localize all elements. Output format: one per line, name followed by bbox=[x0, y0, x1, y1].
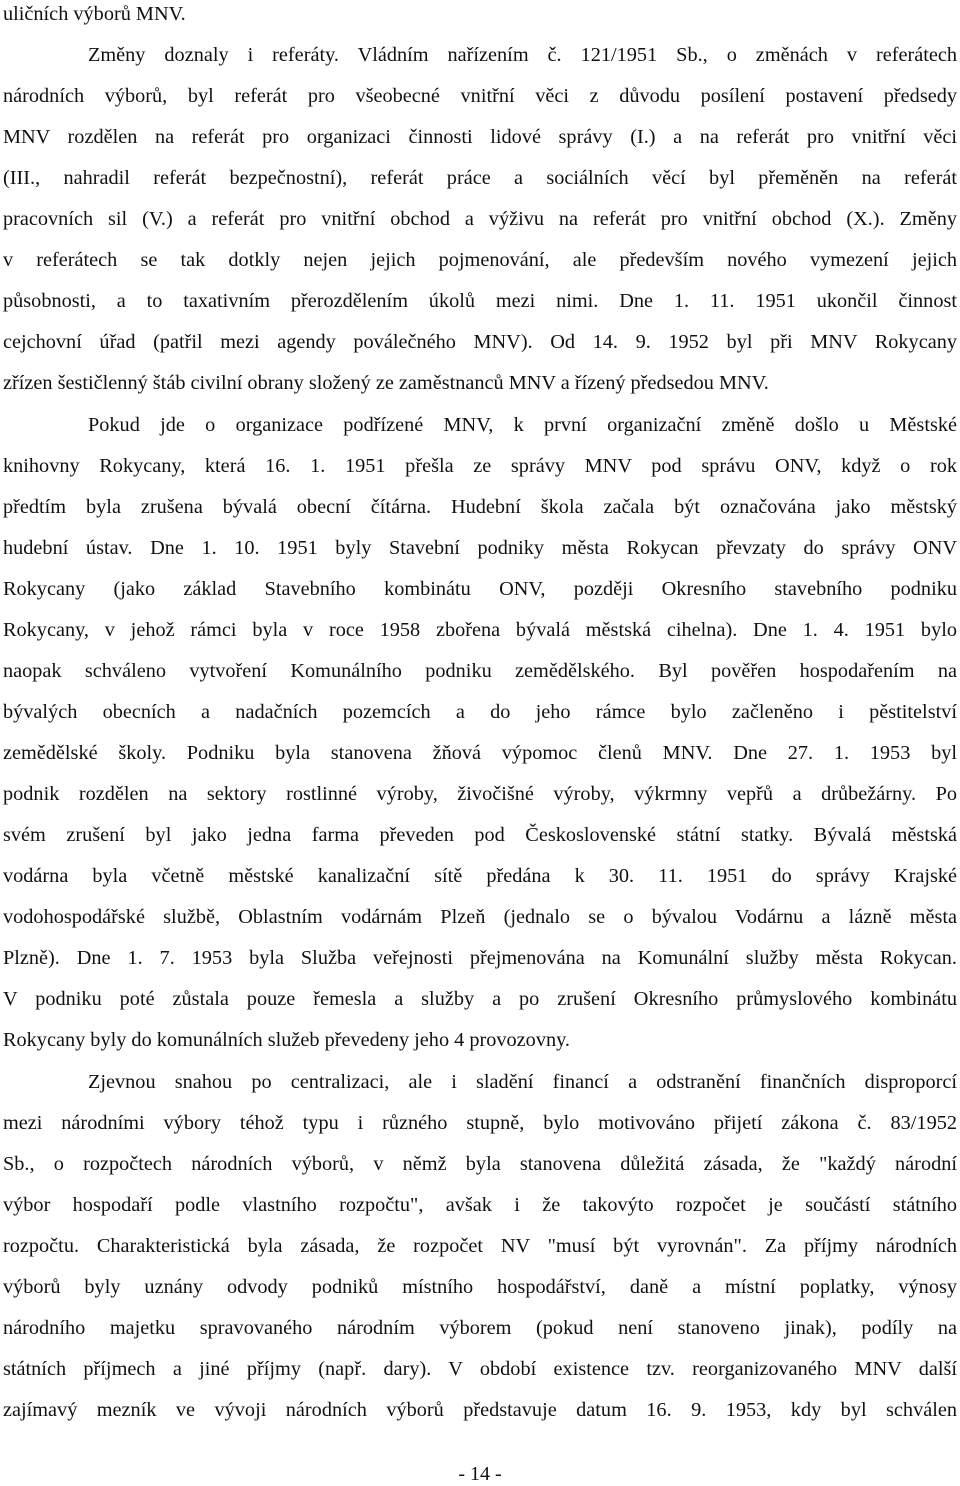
text-line: Rokycany (jako základ Stavebního kombinátu ONV, později Okresního stavebního podniku bbox=[3, 578, 957, 600]
text-line: V podniku poté zůstala pouze řemesla a služby a po zrušení Okresního průmyslového kombinátu bbox=[3, 988, 957, 1010]
text-line: (III., nahradil referát bezpečnostní), referát práce a sociálních věcí byl přeměněn na referát bbox=[3, 167, 957, 189]
text-line: rozpočtu. Charakteristická byla zásada, že rozpočet NV "musí být vyrovnán". Za příjmy národních bbox=[3, 1235, 957, 1257]
text-line: výborů byly uznány odvody podniků místního hospodářství, daně a místní poplatky, výnosy bbox=[3, 1276, 957, 1298]
text-line: knihovny Rokycany, která 16. 1. 1951 přešla ze správy MNV pod správu ONV, když o rok bbox=[3, 455, 957, 477]
text-line: vodárna byla včetně městské kanalizační sítě předána k 30. 11. 1951 do správy Krajské bbox=[3, 865, 957, 887]
text-line: národního majetku spravovaného národním výborem (pokud není stanoveno jinak), podíly na bbox=[3, 1317, 957, 1339]
text-line: naopak schváleno vytvoření Komunálního podniku zemědělského. Byl pověřen hospodařením na bbox=[3, 660, 957, 682]
text-line: výbor hospodaří podle vlastního rozpočtu", avšak i že takovýto rozpočet je součástí státního bbox=[3, 1194, 957, 1216]
text-line: v referátech se tak dotkly nejen jejich pojmenování, ale především nového vymezení jejich bbox=[3, 249, 957, 271]
text-line: pracovních sil (V.) a referát pro vnitřní obchod a výživu na referát pro vnitřní obchod (X.). Změny bbox=[3, 208, 957, 230]
text-line: Plzně). Dne 1. 7. 1953 byla Služba veřejnosti přejmenována na Komunální služby města Rokycan. bbox=[3, 947, 957, 969]
text-line: zřízen šestičlenný štáb civilní obrany složený ze zaměstnanců MNV a řízený předsedou MNV. bbox=[3, 372, 769, 394]
text-line: působnosti, a to taxativním přerozdělením úkolů mezi nimi. Dne 1. 11. 1951 ukončil činnost bbox=[3, 290, 957, 312]
text-line: hudební ústav. Dne 1. 10. 1951 byly Stavební podniky města Rokycan převzaty do správy ONV bbox=[3, 537, 957, 559]
text-line: vodohospodářské službě, Oblastním vodárnám Plzeň (jednalo se o bývalou Vodárnu a lázně města bbox=[3, 906, 957, 928]
text-line: cejchovní úřad (patřil mezi agendy poválečného MNV). Od 14. 9. 1952 byl při MNV Rokycany bbox=[3, 331, 957, 353]
text-line: zajímavý mezník ve vývoji národních výborů představuje datum 16. 9. 1953, kdy byl schválen bbox=[3, 1399, 957, 1421]
text-line: mezi národními výbory téhož typu i různého stupně, bylo motivováno přijetí zákona č. 83/1952 bbox=[3, 1112, 957, 1134]
text-line: MNV rozdělen na referát pro organizaci činnosti lidové správy (I.) a na referát pro vnitřní věci bbox=[3, 126, 957, 148]
text-line: Zjevnou snahou po centralizaci, ale i sladění financí a odstranění finančních disproporcí bbox=[88, 1071, 957, 1093]
text-line: národních výborů, byl referát pro všeobecné vnitřní věci z důvodu posílení postavení předsedy bbox=[3, 85, 957, 107]
text-line: Sb., o rozpočtech národních výborů, v němž byla stanovena důležitá zásada, že "každý národní bbox=[3, 1153, 957, 1175]
text-line: Změny doznaly i referáty. Vládním nařízením č. 121/1951 Sb., o změnách v referátech bbox=[88, 44, 957, 66]
text-line: státních příjmech a jiné příjmy (např. dary). V období existence tzv. reorganizovaného MNV další bbox=[3, 1358, 957, 1380]
text-line: Rokycany, v jehož rámci byla v roce 1958 zbořena bývalá městská cihelna). Dne 1. 4. 1951 bylo bbox=[3, 619, 957, 641]
text-line: bývalých obecních a nadačních pozemcích a do jeho rámce bylo začleněno i pěstitelství bbox=[3, 701, 957, 723]
text-line: Pokud jde o organizace podřízené MNV, k první organizační změně došlo u Městské bbox=[88, 414, 957, 436]
text-line: předtím byla zrušena bývalá obecní čítárna. Hudební škola začala být označována jako městský bbox=[3, 496, 957, 518]
page-number: - 14 - bbox=[458, 1463, 502, 1485]
text-line: Rokycany byly do komunálních služeb převedeny jeho 4 provozovny. bbox=[3, 1029, 570, 1051]
text-line: zemědělské školy. Podniku byla stanovena žňová výpomoc členů MNV. Dne 27. 1. 1953 byl bbox=[3, 742, 957, 764]
text-line: uličních výborů MNV. bbox=[3, 3, 186, 25]
text-line: svém zrušení byl jako jedna farma převeden pod Československé státní statky. Bývalá městská bbox=[3, 824, 957, 846]
text-line: podnik rozdělen na sektory rostlinné výroby, živočišné výroby, výkrmny vepřů a drůbežárny. Po bbox=[3, 783, 957, 805]
